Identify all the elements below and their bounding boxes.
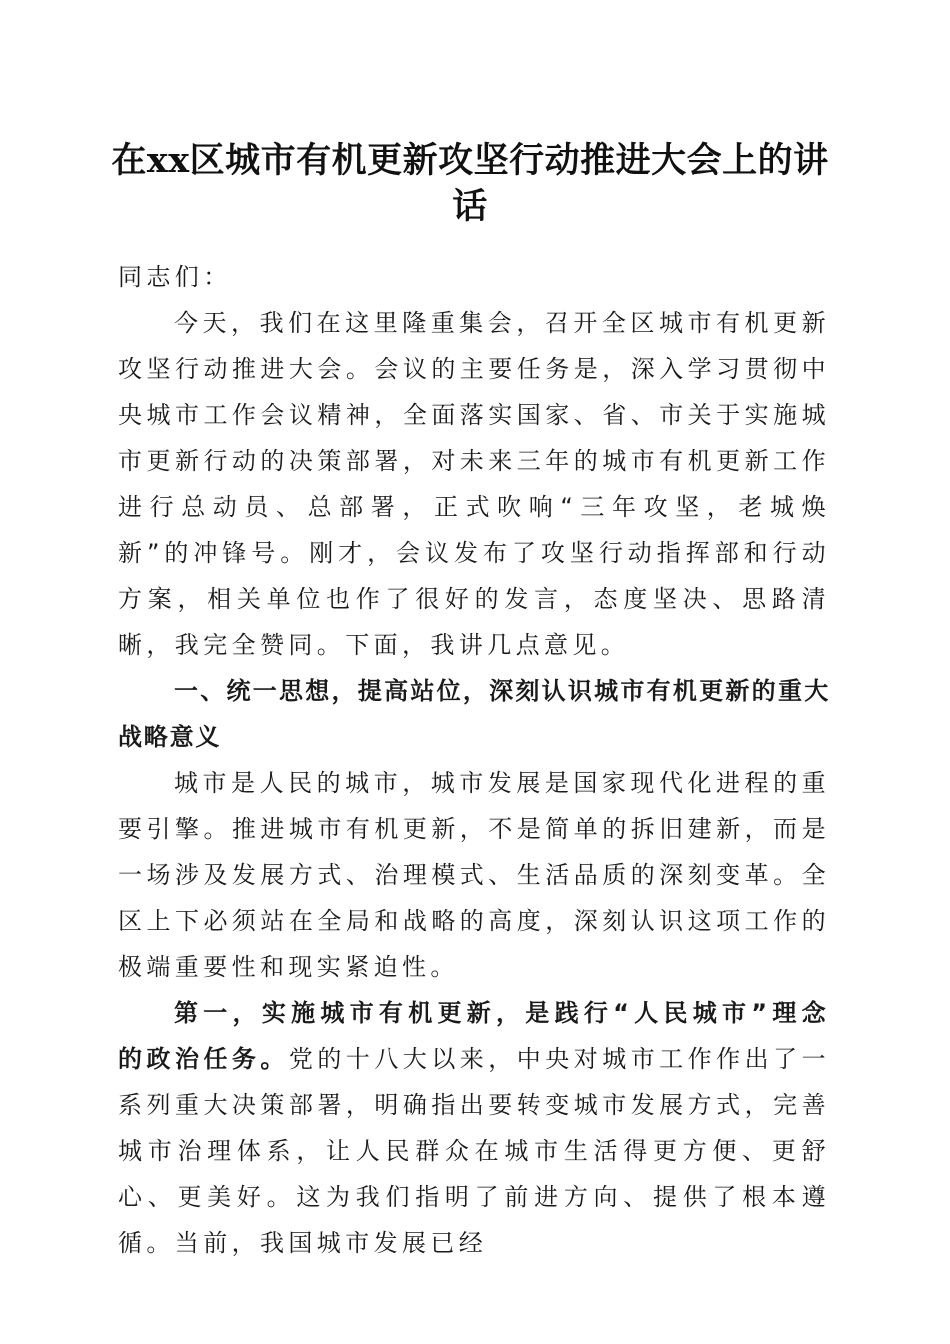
- paragraph-point-1: [118, 990, 830, 1266]
- section-heading-1: 一、统一思想，提高站位，深刻认识城市有机更新的重大战略意义: [118, 677, 830, 751]
- document-body: [118, 254, 830, 1266]
- paragraph-point-1-lead: 第一，实施城市有机更新，是践行“人民城市”理念的政治任务。: [118, 999, 830, 1073]
- paragraph-opening: 今天，我们在这里隆重集会，召开全区城市有机更新攻坚行动推进大会。会议的主要任务是，深入学习贯彻中央城市工作会议精神，全面落实国家、省、市关于实施城市更新行动的决策部署，对未来三年的城市有机更新工作进行总动员、总部署，正式吹响“三年攻坚，老城焕新”的冲锋号。刚才，会议发布了攻坚行动指挥部和行动方案，相关单位也作了很好的发言，态度坚决、思路清晰，我完全赞同。下面，我讲几点意见。: [118, 309, 830, 659]
- document-title: 在xx区城市有机更新攻坚行动推进大会上的讲话: [111, 140, 829, 227]
- paragraph-section-1-intro: 城市是人民的城市，城市发展是国家现代化进程的重要引擎。推进城市有机更新，不是简单的拆旧建新，而是一场涉及发展方式、治理模式、生活品质的深刻变革。全区上下必须站在全局和战略的高度，深刻认识这项工作的极端重要性和现实紧迫性。: [118, 769, 830, 981]
- paragraph-point-1-text: 党的十八大以来，中央对城市工作作出了一系列重大决策部署，明确指出要转变城市发展方式，完善城市治理体系，让人民群众在城市生活得更方便、更舒心、更美好。这为我们指明了前进方向、提供了根本遵循。当前，我国城市发展已经: [118, 1045, 830, 1257]
- salutation: 同志们：: [118, 263, 232, 291]
